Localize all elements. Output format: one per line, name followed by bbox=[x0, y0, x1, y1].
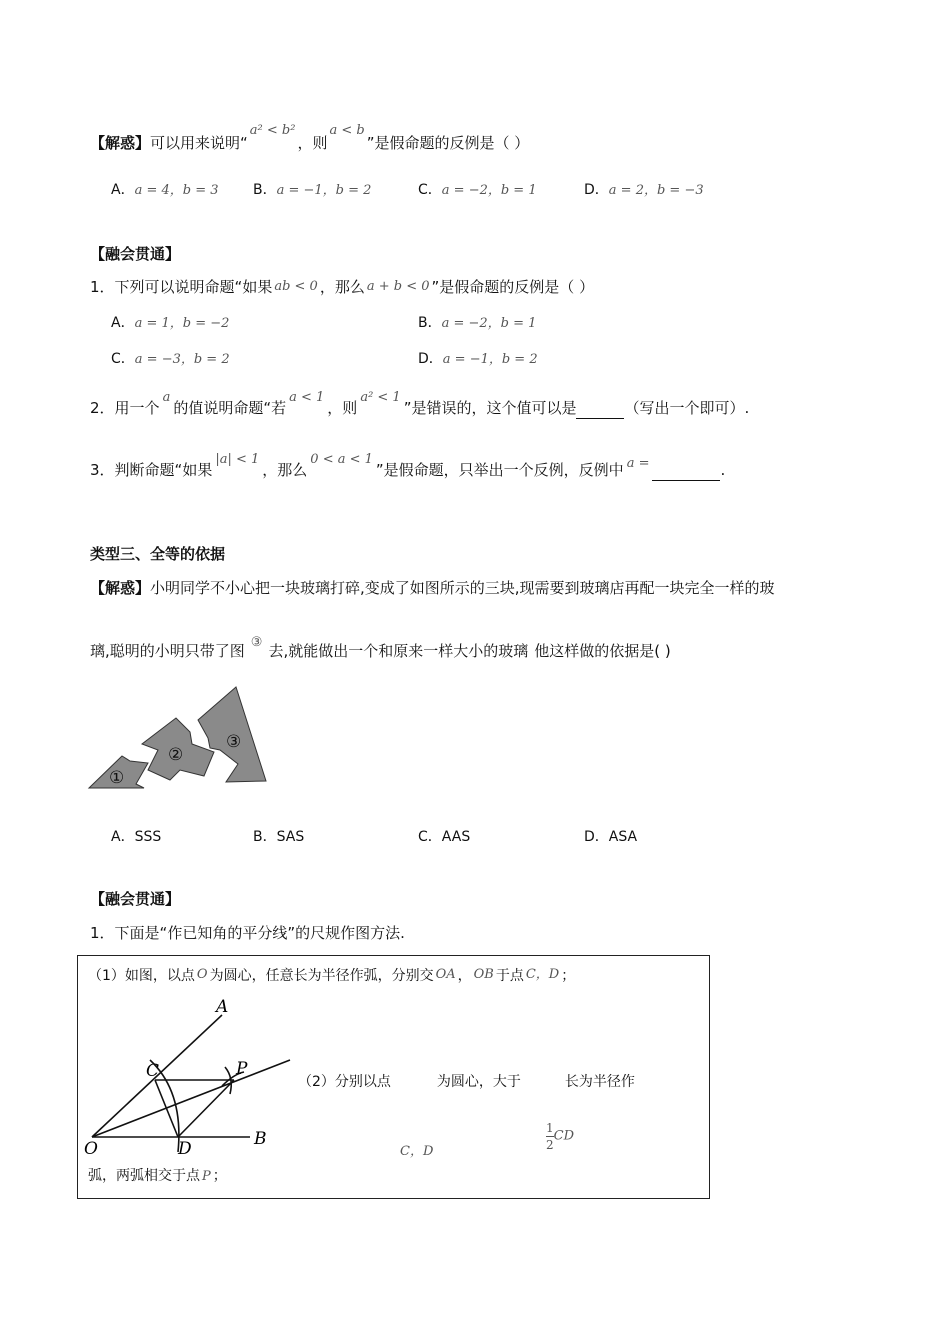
label-b: B bbox=[254, 1129, 267, 1149]
sec3-title: 类型三、全等的依据 bbox=[90, 545, 226, 563]
option-label: A． bbox=[111, 182, 135, 198]
segment-dp bbox=[178, 1080, 234, 1137]
q1-option-a[interactable] bbox=[111, 313, 229, 334]
q1-text-c: ”是假命题的反例是（ ） bbox=[431, 278, 595, 296]
step2-points: C，D bbox=[400, 1144, 434, 1159]
sec1-math-cond: a² < b² bbox=[249, 123, 296, 138]
sec3-line1 bbox=[90, 578, 775, 598]
label-a: A bbox=[216, 997, 229, 1017]
step2-b: 为圆心，大于 bbox=[436, 1074, 521, 1090]
option-math: a = −1，b = 2 bbox=[442, 352, 538, 367]
q1-option-b[interactable] bbox=[418, 313, 536, 334]
sec4-q1-text: 下面是“作已知角的平分线”的尺规作图方法. bbox=[114, 924, 405, 942]
q3-math-a: |a| < 1 bbox=[215, 452, 260, 467]
step1-o: O bbox=[196, 967, 208, 982]
option-label: B． bbox=[253, 182, 277, 198]
box-step1 bbox=[88, 966, 575, 987]
sec3-line2-a: 璃,聪明的小明只带了图 bbox=[90, 642, 245, 660]
sec4-head: 【融会贯通】 bbox=[90, 890, 181, 908]
option-text: SSS bbox=[134, 829, 162, 845]
q3-math-b: 0 < a < 1 bbox=[310, 452, 373, 467]
sec4-q1 bbox=[90, 923, 405, 943]
sec3-head: 【解惑】 bbox=[90, 579, 151, 597]
q1-math-a: ab < 0 bbox=[274, 279, 318, 294]
q1-text-a: 下列可以说明命题“如果 bbox=[114, 278, 273, 296]
segment-cd bbox=[155, 1080, 178, 1137]
option-label: D． bbox=[584, 182, 609, 198]
option-text: AAS bbox=[441, 829, 471, 845]
label-d: D bbox=[178, 1139, 192, 1159]
angle-bisector-figure bbox=[82, 992, 297, 1162]
q3-math-c: a = bbox=[626, 456, 650, 471]
q2-math-b: a < 1 bbox=[289, 390, 325, 405]
option-math: a = −3，b = 2 bbox=[134, 352, 230, 367]
sec2-q2 bbox=[90, 390, 750, 420]
sec3-line2-b: 去,就能做出一个和原来一样大小的玻璃 bbox=[268, 642, 529, 660]
sec1-text-c: ”是假命题的反例是（ ） bbox=[366, 134, 530, 152]
sec3-option-c[interactable] bbox=[418, 827, 470, 847]
sec1-option-b[interactable] bbox=[253, 180, 371, 201]
piece-2-label: ② bbox=[168, 745, 184, 765]
step2-p: P bbox=[202, 1169, 211, 1184]
fraction-half-cd bbox=[546, 1120, 574, 1153]
option-label: C． bbox=[418, 182, 442, 198]
option-text: SAS bbox=[276, 829, 305, 845]
sec1-math-concl: a < b bbox=[329, 123, 365, 138]
q2-text-a: 用一个 bbox=[114, 399, 160, 417]
step2-a: （2）分别以点 bbox=[298, 1074, 391, 1090]
option-math: a = 1，b = −2 bbox=[134, 316, 230, 331]
sec3-line2-c: 他这样做的依据是( ) bbox=[534, 642, 671, 660]
label-p: P bbox=[236, 1059, 248, 1079]
option-label: B． bbox=[418, 315, 442, 331]
option-label: D． bbox=[584, 829, 609, 845]
q-number: 3． bbox=[90, 461, 115, 479]
sec1-option-d[interactable] bbox=[584, 180, 704, 201]
q3-text-a: 判断命题“如果 bbox=[114, 461, 213, 479]
step1-ob: OB bbox=[473, 967, 494, 982]
q3-text-c: ”是假命题，只举出一个反例，反例中 bbox=[375, 461, 624, 479]
sec1-text-b: ，则 bbox=[297, 134, 328, 152]
ray-op bbox=[92, 1060, 290, 1137]
q3-text-d: . bbox=[720, 461, 726, 479]
box-step2-line2 bbox=[88, 1166, 227, 1187]
option-text: ASA bbox=[608, 829, 638, 845]
q-number: 2． bbox=[90, 399, 115, 417]
step2-d: 弧，两弧相交于点 bbox=[88, 1168, 200, 1184]
step1-oa: OA bbox=[435, 967, 456, 982]
circled-three: ③ bbox=[250, 635, 263, 650]
fraction-numerator: 1 bbox=[546, 1121, 554, 1135]
q1-math-b: a + b < 0 bbox=[366, 279, 430, 294]
q2-text-c: ，则 bbox=[327, 399, 358, 417]
step1-d: 于点 bbox=[495, 968, 524, 984]
fraction-tail: CD bbox=[553, 1128, 575, 1144]
option-math: a = 4，b = 3 bbox=[134, 183, 219, 198]
fraction-denominator: 2 bbox=[546, 1138, 554, 1152]
sec3-option-d[interactable] bbox=[584, 827, 637, 847]
option-label: B． bbox=[253, 829, 277, 845]
q1-text-b: ，那么 bbox=[319, 278, 365, 296]
sec3-line1-text: 小明同学不小心把一块玻璃打碎,变成了如图所示的三块,现需要到玻璃店再配一块完全一样的玻 bbox=[150, 579, 775, 597]
step1-b: 为圆心，任意长为半径作弧，分别交 bbox=[209, 968, 434, 984]
q1-option-c[interactable] bbox=[111, 349, 230, 370]
option-label: C． bbox=[111, 351, 135, 367]
q1-option-d[interactable] bbox=[418, 349, 538, 370]
sec3-option-a[interactable] bbox=[111, 827, 161, 847]
q2-math-c: a² < 1 bbox=[360, 390, 401, 405]
piece-3-label: ③ bbox=[226, 732, 242, 752]
step2-c: 长为半径作 bbox=[564, 1074, 635, 1090]
sec1-line bbox=[90, 123, 530, 155]
q-number: 1． bbox=[90, 924, 115, 942]
step1-a: （1）如图，以点 bbox=[88, 968, 195, 984]
option-math: a = −2，b = 1 bbox=[441, 183, 537, 198]
q2-text-d: ”是错误的，这个值可以是 bbox=[403, 399, 577, 417]
sec3-line2 bbox=[90, 635, 671, 663]
option-label: A． bbox=[111, 315, 135, 331]
step1-c: ， bbox=[457, 968, 472, 984]
broken-glass-figure bbox=[86, 684, 276, 794]
q-number: 1． bbox=[90, 278, 115, 296]
label-c: C bbox=[146, 1061, 160, 1081]
option-math: a = −1，b = 2 bbox=[276, 183, 372, 198]
q3-text-b: ，那么 bbox=[262, 461, 308, 479]
step1-e: ； bbox=[561, 968, 576, 984]
label-o: O bbox=[84, 1139, 98, 1159]
sec3-option-b[interactable] bbox=[253, 827, 304, 847]
option-label: C． bbox=[418, 829, 442, 845]
box-step2-line1 bbox=[298, 1072, 635, 1092]
step1-cd: C，D bbox=[525, 967, 560, 982]
q2-text-b: 的值说明命题“若 bbox=[173, 399, 287, 417]
q2-text-e: （写出一个即可）. bbox=[624, 399, 750, 417]
q2-math-a: a bbox=[162, 390, 171, 405]
option-label: D． bbox=[418, 351, 443, 367]
sec1-text-a: 可以用来说明“ bbox=[150, 134, 248, 152]
q3-answer-blank[interactable] bbox=[652, 460, 720, 481]
sec1-option-a[interactable] bbox=[111, 180, 219, 201]
sec2-q1 bbox=[90, 277, 594, 299]
sec2-q3 bbox=[90, 452, 726, 482]
sec1-head: 【解惑】 bbox=[90, 134, 151, 152]
step2-e: ； bbox=[212, 1168, 227, 1184]
option-math: a = 2，b = −3 bbox=[608, 183, 704, 198]
piece-1-label: ① bbox=[109, 768, 125, 788]
option-math: a = −2，b = 1 bbox=[441, 316, 537, 331]
q2-answer-blank[interactable] bbox=[576, 398, 624, 419]
option-label: A． bbox=[111, 829, 135, 845]
sec1-option-c[interactable] bbox=[418, 180, 537, 201]
sec2-head: 【融会贯通】 bbox=[90, 245, 181, 263]
